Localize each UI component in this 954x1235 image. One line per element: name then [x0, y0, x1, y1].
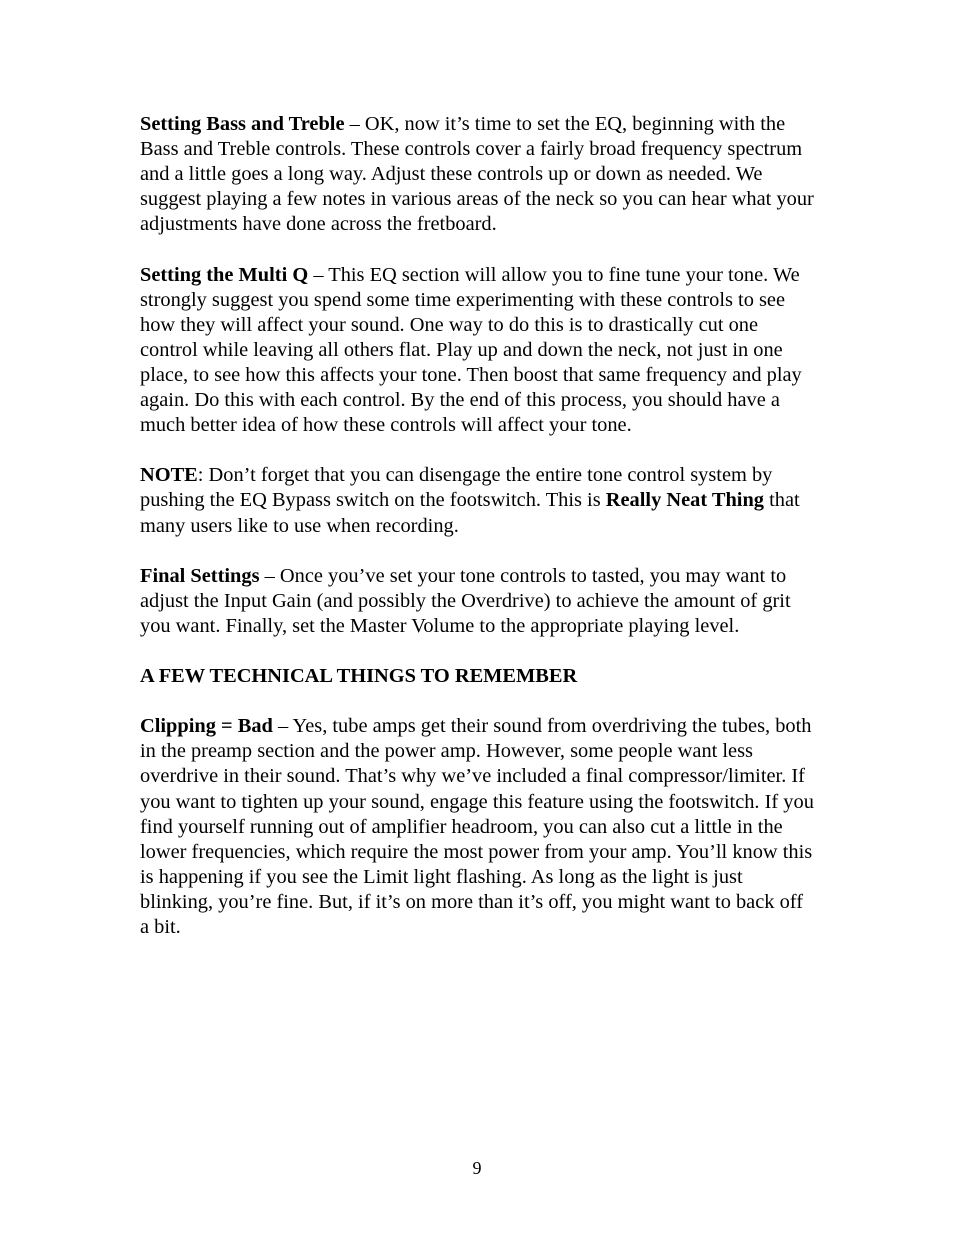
text-bass-treble: – OK, now it’s time to set the EQ, beginning with the Bass and Treble controls. These controls cover a fairly broad frequency spectrum and a little goes a long way. Adjust these controls up or down as needed. We suggest playing a few notes in various areas of the neck so you can hear what your adjustments have done across the fretboard. [140, 113, 814, 236]
page-body [140, 112, 816, 965]
section-heading-technical: A FEW TECHNICAL THINGS TO REMEMBER [140, 665, 578, 688]
paragraph-final-settings [140, 564, 816, 639]
heading-bass-treble: Setting Bass and Treble [140, 113, 345, 135]
paragraph-note [140, 463, 816, 538]
heading-final-settings: Final Settings [140, 564, 260, 587]
text-final-settings: – Once you’ve set your tone controls to tasted, you may want to adjust the Input Gain (and possibly the Overdrive) to achieve the amount of grit you want. Finally, set the Master Volume to the appropriate playing level. [140, 564, 791, 637]
paragraph-clipping [140, 714, 816, 940]
page-number: 9 [472, 1158, 482, 1178]
paragraph-multi-q [140, 263, 816, 439]
text-clipping: – Yes, tube amps get their sound from overdriving the tubes, both in the preamp section and the power amp. However, some people want less overdrive in their sound. That’s why we’ve included a final compressor/limiter. If you want to tighten up your sound, engage this feature using the footswitch. If you find yourself running out of amplifier headroom, you can also cut a little in the lower frequencies, which require the most power from your amp. You’ll know this is happening if you see the Limit light flashing. As long as the light is just blinking, you’re fine. But, if it’s on more than it’s off, you might want to back off a bit. [140, 715, 814, 938]
text-note-emphasis: Really Neat Thing [605, 489, 764, 512]
text-note-after: that many users like to use when recording. [140, 489, 800, 537]
text-note-before: : Don’t forget that you can disengage the entire tone control system by pushing the EQ Bypass switch on the footswitch. This is [140, 464, 773, 512]
heading-note: NOTE [140, 464, 198, 487]
text-multi-q: – This EQ section will allow you to fine tune your tone. We strongly suggest you spend some time experimenting with these controls to see how they will affect your sound. One way to do this is to drastically cut one control while leaving all others flat. Play up and down the neck, not just in one place, to see how this affects your tone. Then boost that same frequency and play again. Do this with each control. By the end of this process, you should have a much better idea of how these controls will affect your tone. [140, 263, 802, 437]
heading-clipping: Clipping = Bad [140, 715, 273, 738]
heading-multi-q: Setting the Multi Q [140, 263, 309, 286]
paragraph-bass-treble [140, 112, 816, 237]
